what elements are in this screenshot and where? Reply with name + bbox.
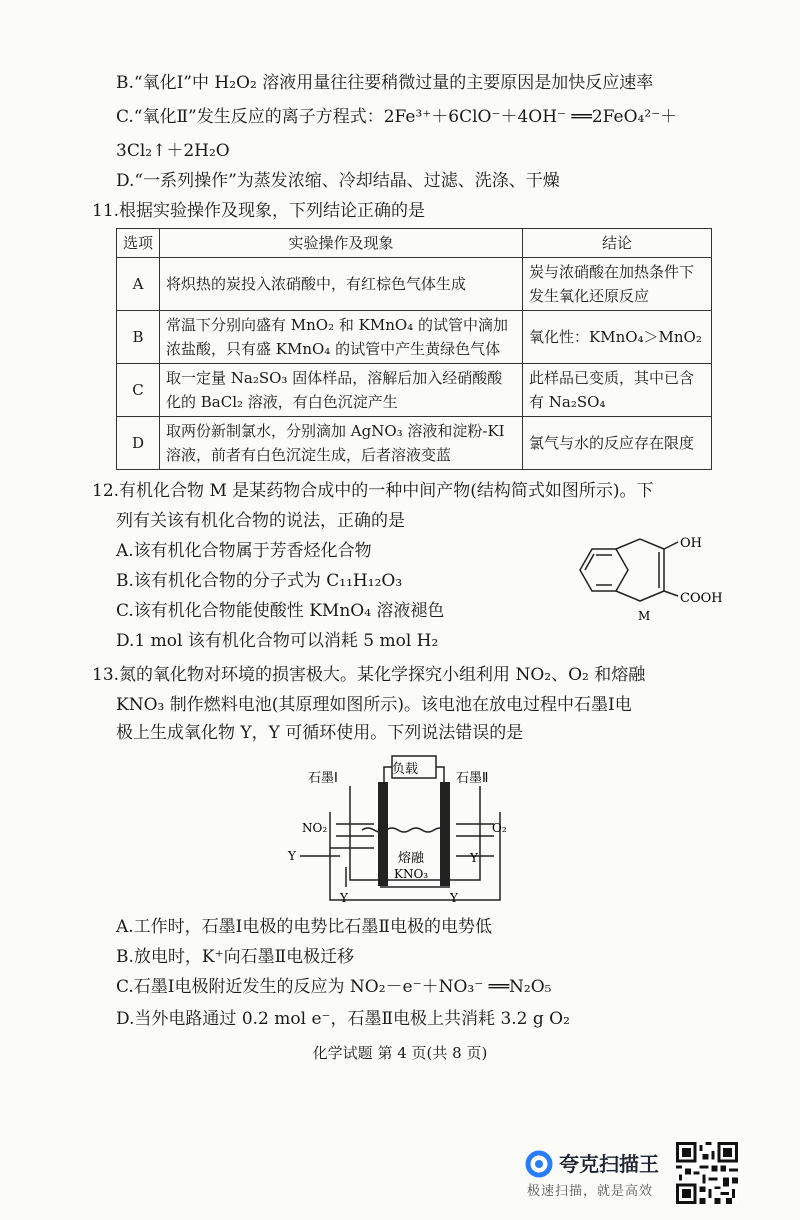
structure-m-label: M — [638, 609, 651, 620]
structure-m-diagram — [570, 530, 740, 620]
structure-cooh-label: COOH — [680, 591, 723, 606]
q11-header-operation: 实验操作及现象 — [160, 229, 523, 258]
q13-stem-line1: 13.氮的氧化物对环境的损害极大。某化学探究小组利用 NO₂、O₂ 和熔融 — [92, 665, 646, 685]
q12-option-d: D.1 mol 该有机化合物可以消耗 5 mol H₂ — [116, 631, 439, 651]
table-row — [117, 311, 712, 364]
q12-stem-line1: 12.有机化合物 M 是某药物合成中的一种中间产物(结构简式如图所示)。下 — [92, 481, 654, 501]
q10-option-d: D.“一系列操作”为蒸发浓缩、冷却结晶、过滤、洗涤、干燥 — [116, 171, 560, 191]
q13-stem-line3: 极上生成氧化物 Y，Y 可循环使用。下列说法错误的是 — [116, 723, 524, 743]
q13-option-b: B.放电时，K⁺向石墨Ⅱ电极迁移 — [116, 947, 355, 967]
q11-header-conclusion: 结论 — [523, 229, 712, 258]
q12-option-a: A.该有机化合物属于芳香烃化合物 — [116, 541, 372, 561]
table-row — [117, 258, 712, 311]
q11-table — [116, 228, 712, 470]
q13-option-d: D.当外电路通过 0.2 mol e⁻，石墨Ⅱ电极上共消耗 3.2 g O₂ — [116, 1009, 570, 1029]
diagram-kno3-label: KNO₃ — [394, 867, 429, 881]
q12-stem-line2: 列有关该有机化合物的说法，正确的是 — [116, 511, 405, 531]
q11-cell-conclusion: 氧化性：KMnO₄＞MnO₂ — [523, 311, 712, 364]
q10-option-b: B.“氧化Ⅰ”中 H₂O₂ 溶液用量往往要稍微过量的主要原因是加快反应速率 — [116, 73, 654, 93]
q13-stem-line2: KNO₃ 制作燃料电池(其原理如图所示)。该电池在放电过程中石墨Ⅰ电 — [116, 695, 632, 715]
q11-cell-operation: 常温下分别向盛有 MnO₂ 和 KMnO₄ 的试管中滴加浓盐酸，只有盛 KMnO₄ 的试管中产生黄绿色气体 — [160, 311, 523, 364]
q11-cell-conclusion: 氯气与水的反应存在限度 — [523, 417, 712, 470]
fuel-cell-diagram — [280, 752, 520, 912]
diagram-graphite2-label: 石墨Ⅱ — [456, 771, 489, 786]
diagram-melt-label: 熔融 — [398, 851, 425, 866]
q12-option-c: C.该有机化合物能使酸性 KMnO₄ 溶液褪色 — [116, 601, 445, 621]
table-row — [117, 364, 712, 417]
structure-oh-label: OH — [680, 536, 702, 551]
q11-cell-option: A — [117, 258, 160, 311]
q11-cell-operation: 取一定量 Na₂SO₃ 固体样品，溶解后加入经硝酸酸化的 BaCl₂ 溶液，有白色沉淀产生 — [160, 364, 523, 417]
diagram-y-right-label: Y — [470, 851, 478, 865]
q13-option-a: A.工作时，石墨Ⅰ电极的电势比石墨Ⅱ电极的电势低 — [116, 917, 492, 937]
q11-cell-conclusion: 此样品已变质，其中已含有 Na₂SO₄ — [523, 364, 712, 417]
table-row — [117, 417, 712, 470]
diagram-y-left-label: Y — [288, 849, 296, 863]
q11-cell-operation: 取两份新制氯水，分别滴加 AgNO₃ 溶液和淀粉-KI 溶液，前者有白色沉淀生成，后者溶液变蓝 — [160, 417, 523, 470]
diagram-o2-label: O₂ — [492, 821, 507, 835]
q11-header-option: 选项 — [117, 229, 160, 258]
scanner-logo-icon — [525, 1150, 553, 1178]
diagram-y-bottom-right-label: Y — [450, 891, 458, 905]
q11-cell-option: D — [117, 417, 160, 470]
q11-stem: 11.根据实验操作及现象，下列结论正确的是 — [92, 201, 426, 221]
q11-cell-option: B — [117, 311, 160, 364]
q11-cell-option: C — [117, 364, 160, 417]
diagram-y-bottom-left-label: Y — [340, 891, 348, 905]
diagram-no2-label: NO₂ — [302, 821, 328, 835]
brand-slogan: 极速扫描，就是高效 — [527, 1184, 654, 1199]
q12-option-b: B.该有机化合物的分子式为 C₁₁H₁₂O₃ — [116, 571, 403, 591]
diagram-load-label: 负载 — [392, 762, 419, 777]
q11-cell-conclusion: 炭与浓硝酸在加热条件下发生氧化还原反应 — [523, 258, 712, 311]
q13-option-c: C.石墨Ⅰ电极附近发生的反应为 NO₂－e⁻＋NO₃⁻ ══N₂O₅ — [116, 977, 552, 997]
q10-option-c-line2: 3Cl₂↑＋2H₂O — [116, 141, 230, 161]
brand-name: 夸克扫描王 — [559, 1152, 659, 1176]
page-footer: 化学试题 第 4 页(共 8 页) — [312, 1044, 488, 1062]
diagram-graphite1-label: 石墨Ⅰ — [308, 771, 338, 786]
q11-cell-operation: 将炽热的炭投入浓硝酸中，有红棕色气体生成 — [160, 258, 523, 311]
scanner-brand — [525, 1148, 665, 1200]
qr-code-icon — [676, 1142, 738, 1204]
q10-option-c-line1: C.“氧化Ⅱ”发生反应的离子方程式：2Fe³⁺＋6ClO⁻＋4OH⁻ ══2FeO₄²⁻＋ — [116, 107, 678, 127]
